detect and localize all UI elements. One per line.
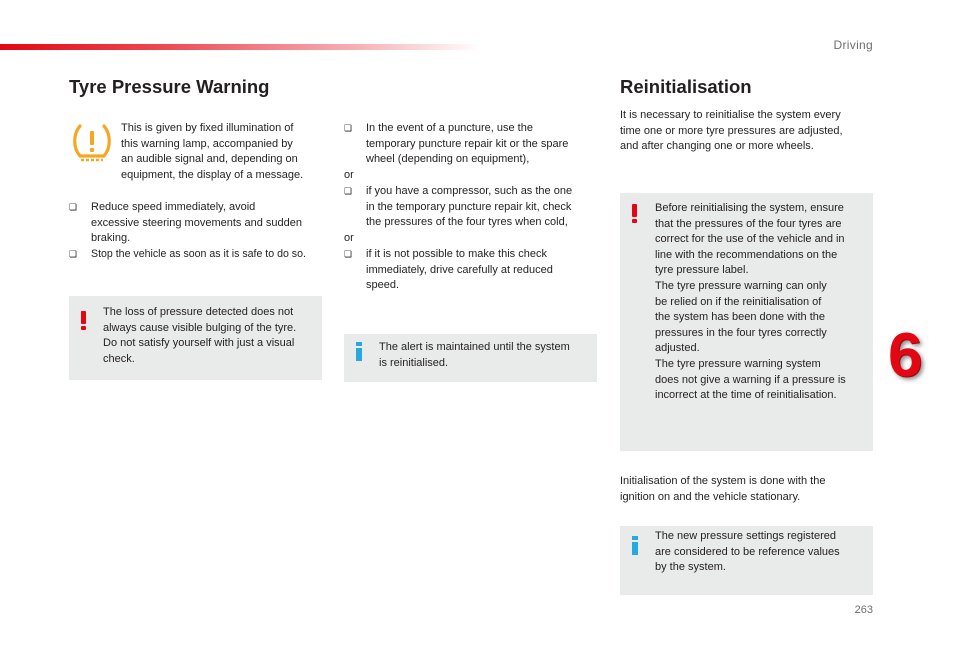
caution-text bbox=[103, 305, 318, 367]
tyre-pressure-warning-title: Tyre Pressure Warning bbox=[69, 76, 270, 97]
option-drive-carefully bbox=[344, 247, 622, 294]
caution-box-reinitialisation bbox=[620, 193, 873, 451]
text-line: if it is not possible to make this check bbox=[366, 248, 547, 260]
or-separator: or bbox=[344, 232, 354, 244]
text-line: The loss of pressure detected does not bbox=[103, 306, 294, 318]
info-box-reference-values bbox=[620, 526, 873, 595]
info-icon bbox=[356, 342, 362, 361]
text-line: does not give a warning if a pressure is bbox=[655, 373, 846, 386]
text-line: are considered to be reference values bbox=[655, 545, 840, 558]
text-line: The tyre pressure warning can only bbox=[655, 279, 827, 292]
caution-box-bulging bbox=[69, 296, 322, 380]
text-line: Before reinitialising the system, ensure bbox=[655, 202, 844, 214]
action-stop-vehicle bbox=[69, 247, 353, 263]
reinitialisation-title: Reinitialisation bbox=[620, 76, 752, 97]
lamp-description bbox=[121, 121, 331, 183]
text-line: correct for the use of the vehicle and in bbox=[655, 233, 845, 246]
text-line: Initialisation of the system is done with the bbox=[620, 475, 826, 487]
text-line: tyre pressure label. bbox=[655, 264, 749, 277]
text-line: In the event of a puncture, use the bbox=[366, 122, 533, 134]
exclamation-icon bbox=[632, 204, 637, 223]
text-line: The tyre pressure warning system bbox=[655, 357, 821, 370]
text-line: be relied on if the reinitialisation of bbox=[655, 295, 822, 308]
text-line: is reinitialised. bbox=[379, 356, 449, 369]
text-line: this warning lamp, accompanied by bbox=[121, 137, 293, 150]
text-line: if you have a compressor, such as the one bbox=[366, 185, 573, 197]
text-line: check. bbox=[103, 352, 135, 365]
info-text bbox=[379, 340, 594, 371]
text-line: pressures in the four tyres correctly bbox=[655, 326, 827, 339]
or-separator: or bbox=[344, 169, 354, 181]
text-line: line with the recommendations on the bbox=[655, 248, 838, 261]
text-line: adjusted. bbox=[655, 342, 700, 355]
initialisation-note bbox=[620, 474, 880, 505]
chapter-number: 6 bbox=[888, 321, 923, 390]
text-line: The new pressure settings registered bbox=[655, 530, 836, 542]
text-line: that the pressures of the four tyres are bbox=[655, 217, 842, 230]
text-line: incorrect at the time of reinitialisation. bbox=[655, 389, 837, 402]
text-line: in the temporary puncture repair kit, check bbox=[366, 200, 572, 213]
tyre-pressure-warning-lamp-icon bbox=[72, 122, 112, 164]
reinitialisation-intro bbox=[620, 108, 880, 155]
page-number: 263 bbox=[854, 604, 873, 616]
text-line: temporary puncture repair kit or the spare bbox=[366, 137, 569, 150]
text-line: the system has been done with the bbox=[655, 311, 825, 324]
section-title: Driving bbox=[833, 38, 873, 52]
checkbox-bullet-icon: ❏ bbox=[344, 123, 353, 133]
checkbox-bullet-icon: ❏ bbox=[69, 249, 78, 259]
info-text bbox=[655, 529, 871, 576]
text-line: It is necessary to reinitialise the system every bbox=[620, 109, 841, 121]
text-line: Reduce speed immediately, avoid bbox=[91, 201, 256, 213]
text-line: immediately, drive carefully at reduced bbox=[366, 263, 553, 276]
text-line: the pressures of the four tyres when cold, bbox=[366, 216, 568, 229]
text-line: time one or more tyre pressures are adjusted, bbox=[620, 124, 843, 137]
exclamation-icon bbox=[81, 311, 86, 330]
text-line: braking. bbox=[91, 232, 131, 245]
text-line: and after changing one or more wheels. bbox=[620, 140, 814, 153]
text-line: Do not satisfy yourself with just a visual bbox=[103, 337, 295, 350]
text-line: always cause visible bulging of the tyre. bbox=[103, 321, 297, 334]
checkbox-bullet-icon: ❏ bbox=[69, 202, 78, 212]
text-line: an audible signal and, depending on bbox=[121, 153, 298, 166]
caution-text bbox=[655, 201, 871, 404]
option-puncture-kit bbox=[344, 121, 622, 168]
text-line: excessive steering movements and sudden bbox=[91, 216, 302, 229]
text-line: The alert is maintained until the system bbox=[379, 341, 570, 353]
action-reduce-speed bbox=[69, 200, 353, 247]
text-line: equipment, the display of a message. bbox=[121, 168, 304, 181]
text-line: by the system. bbox=[655, 561, 726, 574]
checkbox-bullet-icon: ❏ bbox=[344, 186, 353, 196]
text-line: wheel (depending on equipment), bbox=[366, 153, 530, 166]
text-line: Stop the vehicle as soon as it is safe to do so. bbox=[91, 248, 306, 260]
option-compressor bbox=[344, 184, 622, 231]
text-line: ignition on and the vehicle stationary. bbox=[620, 490, 801, 503]
info-box-alert-maintained bbox=[344, 334, 597, 382]
info-icon bbox=[632, 536, 638, 555]
header-accent-bar bbox=[0, 44, 480, 50]
checkbox-bullet-icon: ❏ bbox=[344, 249, 353, 259]
text-line: speed. bbox=[366, 279, 400, 292]
text-line: This is given by fixed illumination of bbox=[121, 122, 294, 134]
